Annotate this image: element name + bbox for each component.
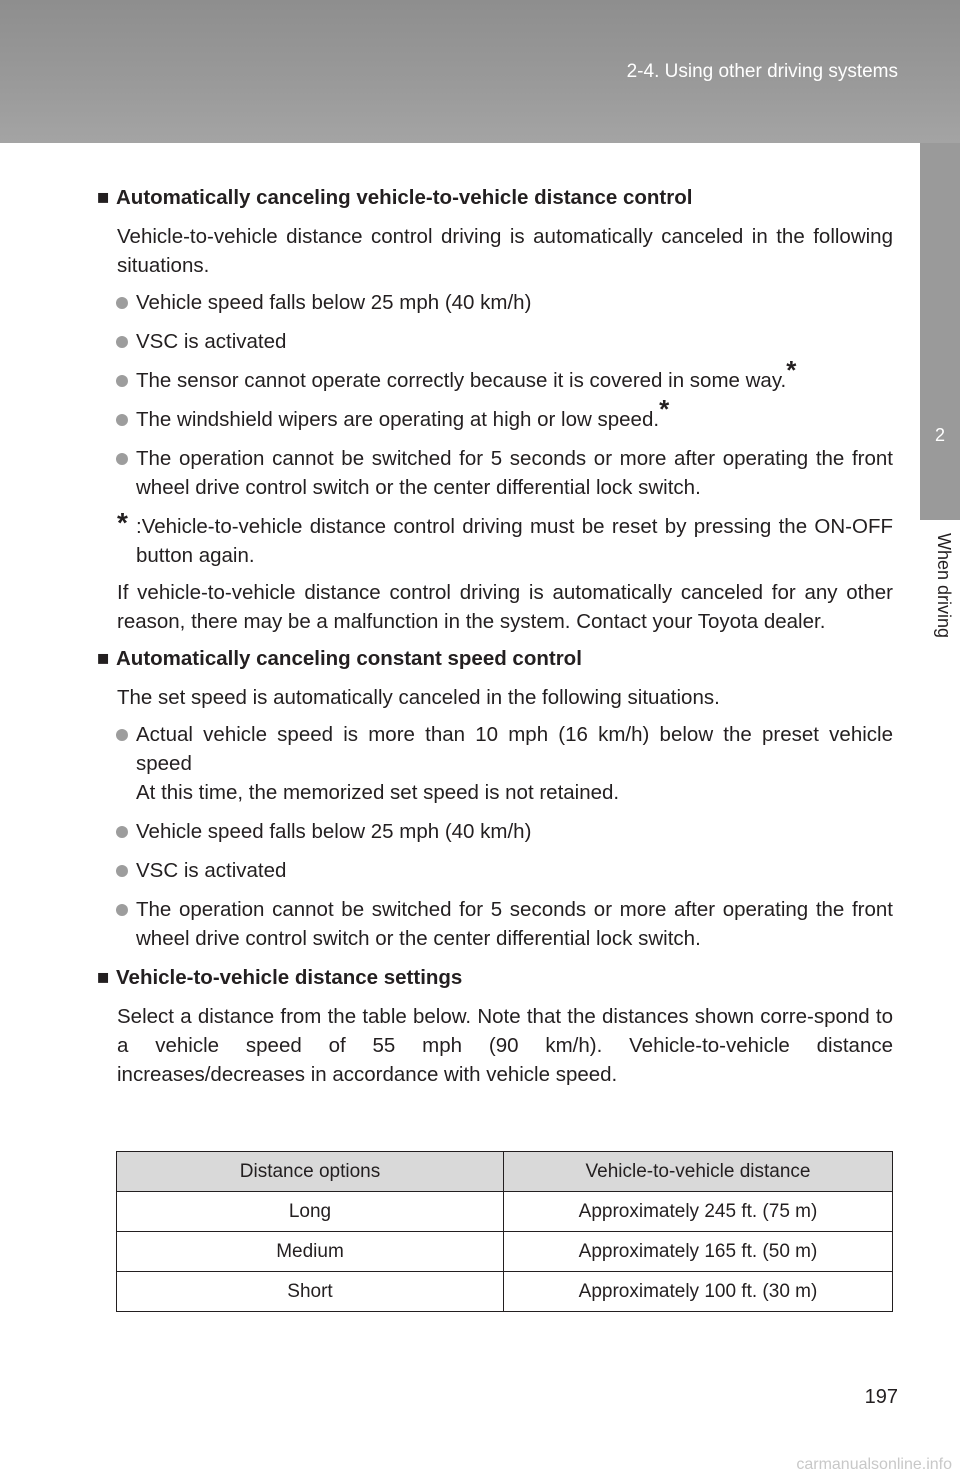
footnote: * :Vehicle-to-vehicle distance control driving must be reset by pressing the ON-OFF button again.: [117, 507, 893, 567]
page-content: [97, 183, 893, 1097]
square-bullet-icon: ■: [97, 186, 110, 209]
chapter-label: When driving: [934, 533, 954, 639]
bullet-icon: [116, 336, 128, 348]
table-cell: Long: [117, 1192, 504, 1232]
table-cell: Short: [117, 1272, 504, 1312]
square-bullet-icon: ■: [97, 966, 110, 989]
section-heading: ■ Automatically canceling vehicle-to-vehicle distance control: [97, 183, 893, 212]
list-item: The sensor cannot operate correctly because it is covered in some way.*: [97, 366, 893, 395]
section-intro: The set speed is automatically canceled in the following situations.: [117, 686, 720, 709]
section-intro: Vehicle-to-vehicle distance control driving is automatically canceled in the following situations.: [117, 225, 893, 277]
table-header-row: [117, 1152, 893, 1192]
table-cell: Approximately 100 ft. (30 m): [504, 1272, 893, 1312]
square-bullet-icon: ■: [97, 647, 110, 670]
list-item: VSC is activated: [97, 327, 893, 356]
list-item: The operation cannot be switched for 5 seconds or more after operating the front wheel drive control switch or the center differential lock switch.: [97, 444, 893, 502]
bullet-icon: [116, 865, 128, 877]
watermark: carmanualsonline.info: [796, 1456, 952, 1473]
list-item: The windshield wipers are operating at high or low speed.*: [97, 405, 893, 434]
bullet-icon: [116, 904, 128, 916]
section-heading: ■ Vehicle-to-vehicle distance settings: [97, 963, 893, 992]
list-item: Actual vehicle speed is more than 10 mph (16 km/h) below the preset vehicle speed At this time, the memorized set speed is not retained.: [97, 720, 893, 807]
list-item: VSC is activated: [97, 856, 893, 885]
asterisk-icon: *: [659, 394, 670, 424]
table-header: Distance options: [117, 1152, 504, 1192]
chapter-tab: [920, 143, 960, 520]
list-item: Vehicle speed falls below 25 mph (40 km/h): [97, 288, 893, 317]
table-row: [117, 1232, 893, 1272]
bullet-icon: [116, 729, 128, 741]
table-row: [117, 1192, 893, 1232]
section-closing: If vehicle-to-vehicle distance control driving is automatically canceled for any other reason, there may be a malfunction in the system. Contact your Toyota dealer.: [117, 581, 893, 633]
section-title: 2-4. Using other driving systems: [626, 61, 898, 82]
asterisk-icon: *: [117, 507, 128, 538]
bullet-icon: [116, 375, 128, 387]
page-header: [0, 0, 960, 143]
bullet-icon: [116, 826, 128, 838]
section-heading: ■ Automatically canceling constant speed control: [97, 644, 893, 673]
list-item: The operation cannot be switched for 5 seconds or more after operating the front wheel drive control switch or the center differential lock switch.: [97, 895, 893, 953]
asterisk-icon: *: [786, 355, 797, 385]
section-intro: Select a distance from the table below. Note that the distances shown corre-spond to a vehicle speed of 55 mph (90 km/h). Vehicle-to-vehicle distance increases/decreases in accordance with vehicle speed.: [117, 1005, 893, 1086]
sub-note: At this time, the memorized set speed is not retained.: [136, 781, 620, 804]
table-header: Vehicle-to-vehicle distance: [504, 1152, 893, 1192]
table-cell: Approximately 245 ft. (75 m): [504, 1192, 893, 1232]
list-item: Vehicle speed falls below 25 mph (40 km/h): [97, 817, 893, 846]
distance-table: [116, 1151, 893, 1312]
bullet-icon: [116, 297, 128, 309]
table-row: [117, 1272, 893, 1312]
page-number: 197: [864, 1386, 898, 1408]
bullet-icon: [116, 453, 128, 465]
table-cell: Medium: [117, 1232, 504, 1272]
chapter-number: 2: [934, 425, 945, 445]
bullet-icon: [116, 414, 128, 426]
table-cell: Approximately 165 ft. (50 m): [504, 1232, 893, 1272]
